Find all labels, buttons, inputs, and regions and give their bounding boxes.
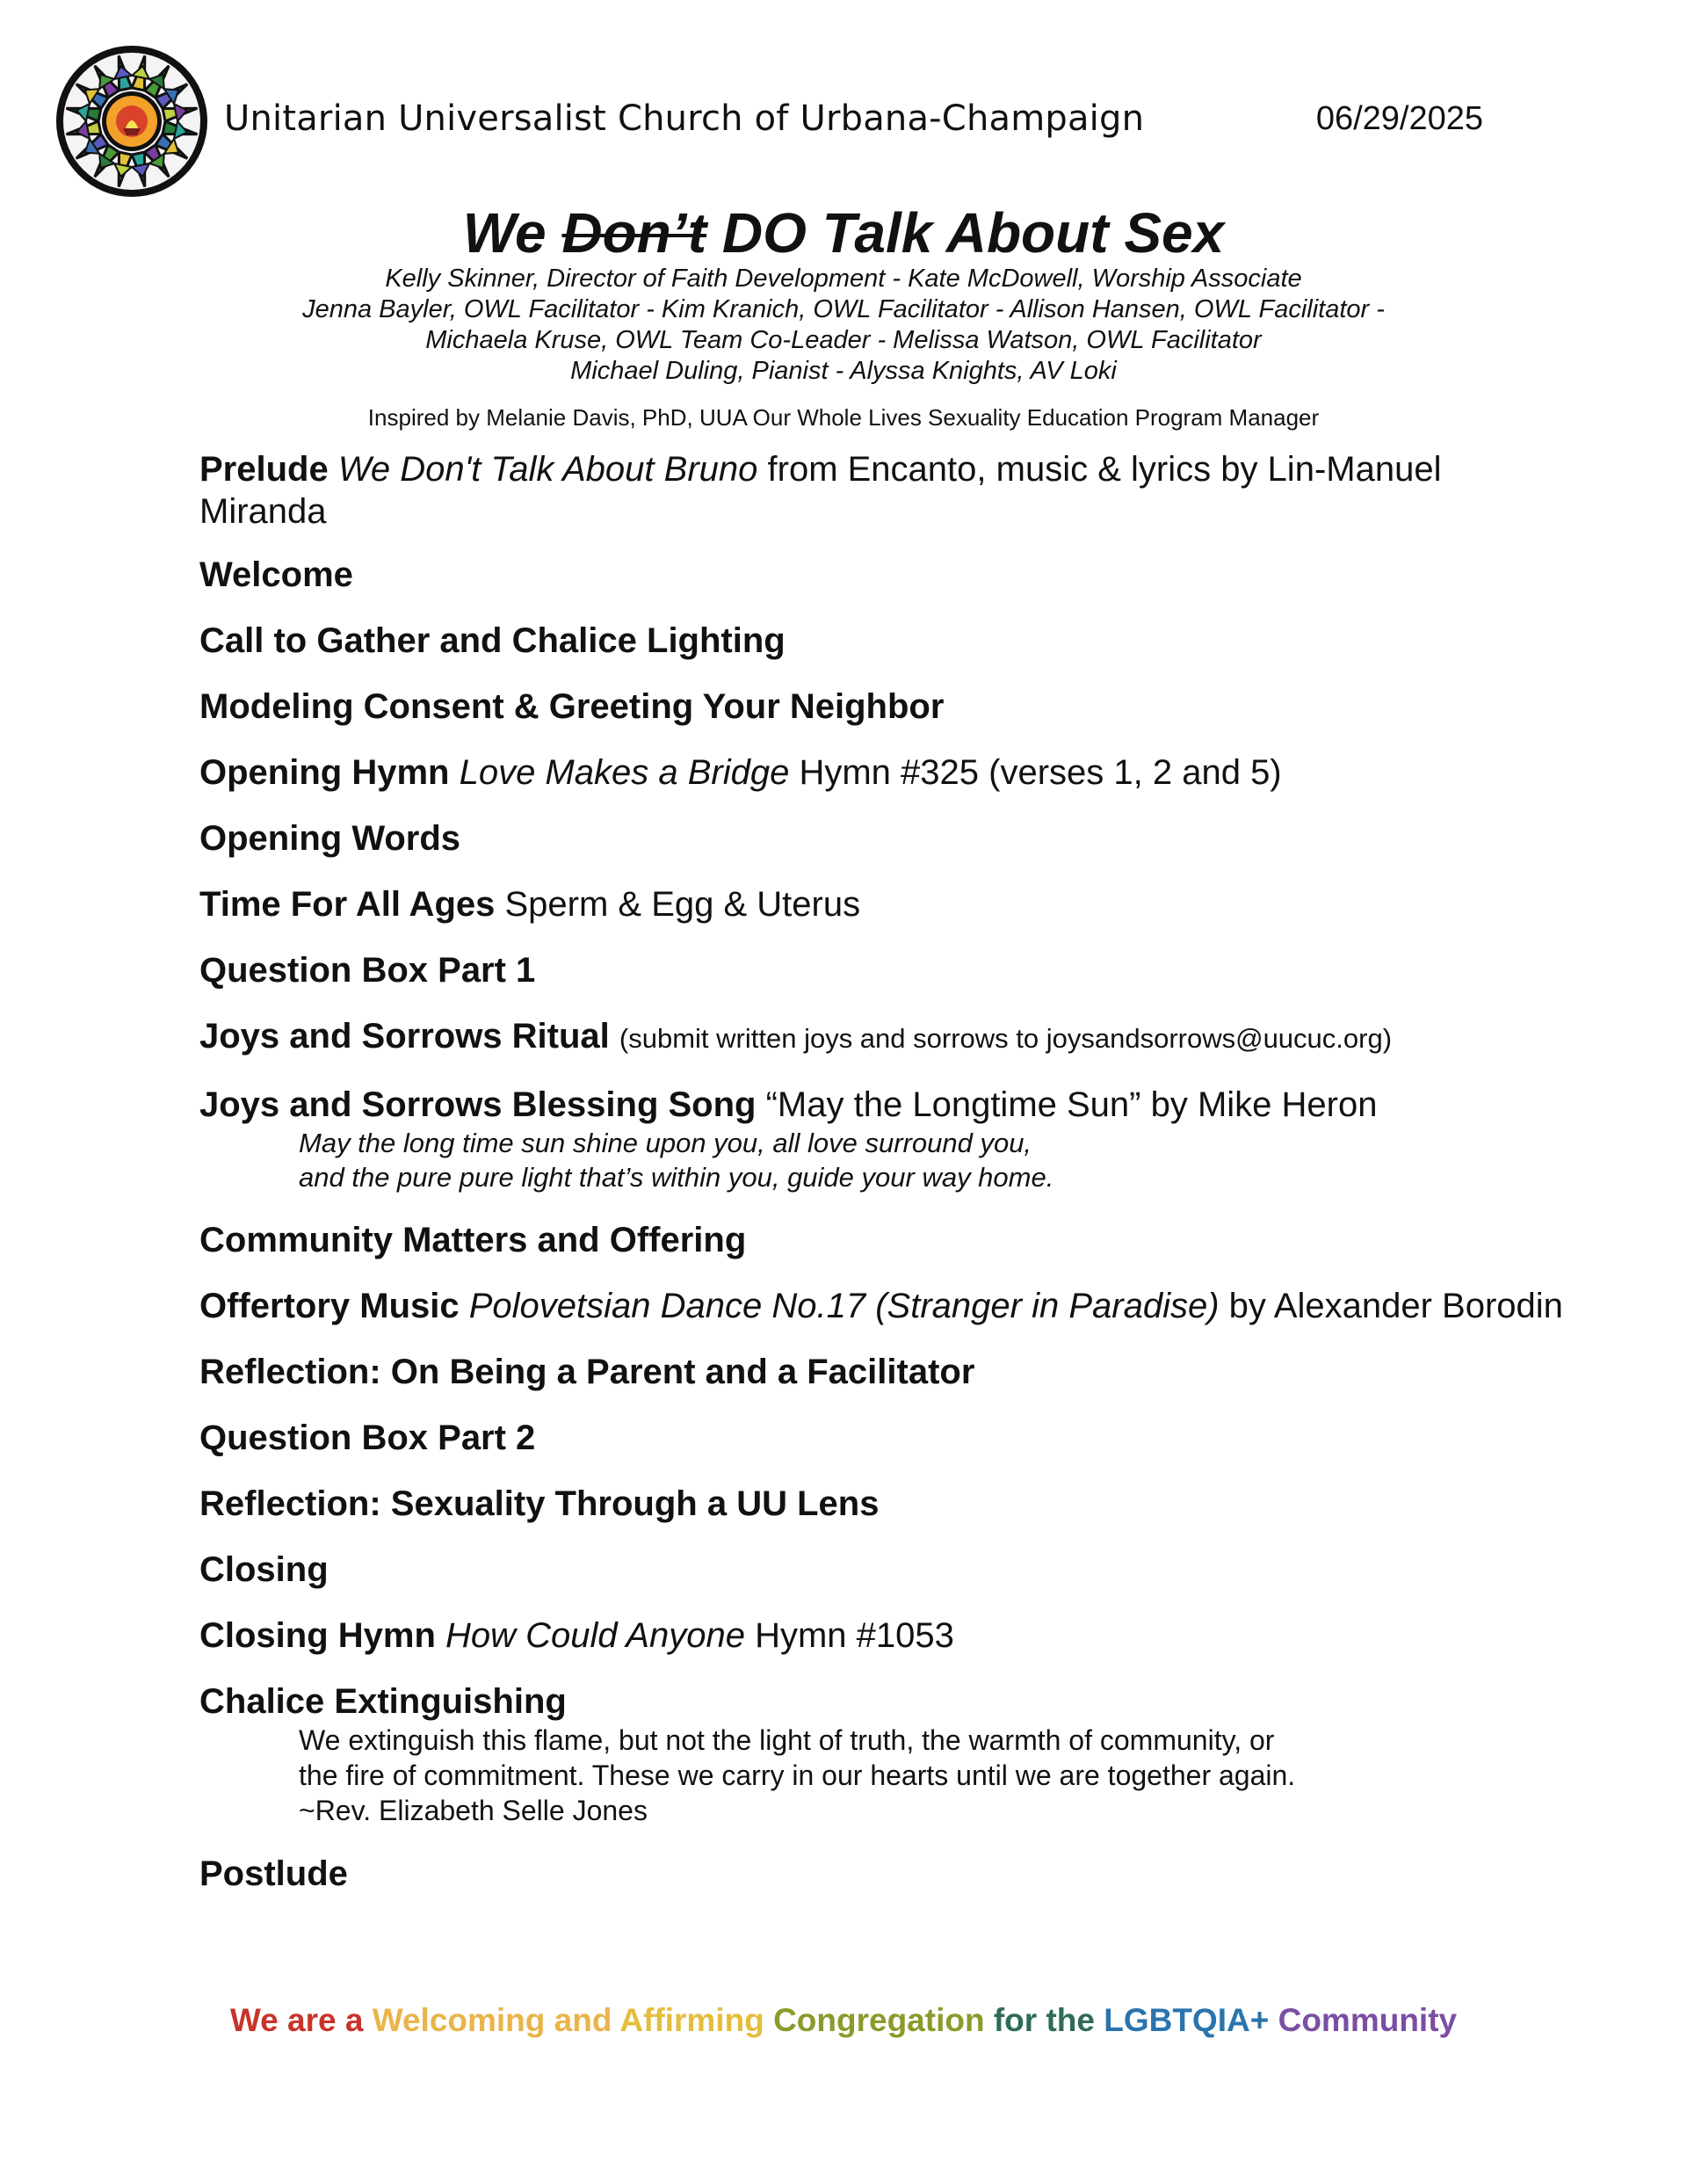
credits [0,264,1687,387]
item-question-box-1 [199,949,1570,991]
inspiration-note: Inspired by Melanie Davis, PhD, UUA Our Whole Lives Sexuality Education Program Manager [367,404,1320,431]
footer-word: We are a [229,2002,364,2038]
item-label: Call to Gather and Chalice Lighting [199,621,786,660]
footer-word: Welcoming and [372,2002,612,2038]
item-work: We Don't Talk About Bruno [337,450,758,489]
title-part-2: DO Talk About Sex [721,201,1225,265]
item-label: Closing [199,1550,329,1589]
item-detail: by Alexander Borodin [1228,1287,1563,1325]
item-label: Modeling Consent & Greeting Your Neighbor [199,687,945,726]
item-label: Reflection: On Being a Parent and a Facilitator [199,1353,975,1391]
credit-line: Kelly Skinner, Director of Faith Development - Kate McDowell, Worship Associate [385,265,1302,293]
footer-word: Affirming [619,2002,764,2038]
item-reflection-1 [199,1351,1570,1393]
item-detail: Hymn #1053 [755,1616,954,1655]
footer-word: LGBTQIA+ [1104,2002,1270,2038]
item-call-to-gather [199,620,1570,662]
item-reflection-2 [199,1483,1570,1525]
credit-line: Jenna Bayler, OWL Facilitator - Kim Kranich, OWL Facilitator - Allison Hansen, OWL Facilitator - [302,295,1385,323]
footer-word: for the [993,2002,1095,2038]
title-struck-word: Don’t [561,201,707,265]
item-question-box-2 [199,1417,1570,1459]
item-work: Polovetsian Dance No.17 (Stranger in Paradise) [468,1287,1220,1325]
item-work: Love Makes a Bridge [459,753,790,792]
item-consent [199,686,1570,728]
item-label: Joys and Sorrows Blessing Song [199,1085,757,1124]
item-time-for-all-ages [199,883,1570,925]
item-opening-hymn [199,751,1570,794]
item-closing-hymn [199,1614,1570,1657]
footer-word: Community [1278,2002,1458,2038]
chalice-window-icon [54,44,209,199]
extinguishing-line: We extinguish this flame, but not the light of truth, the warmth of community, or [299,1724,1275,1756]
item-blessing-song [199,1084,1570,1126]
credit-line: Michael Duling, Pianist - Alyssa Knights, AV Loki [570,357,1117,385]
item-detail: Hymn #325 (verses 1, 2 and 5) [799,753,1282,792]
item-opening-words [199,817,1570,860]
blessing-lyric: May the long time sun shine upon you, all love surround you, [299,1128,1032,1158]
item-label: Offertory Music [199,1287,460,1325]
item-label: Chalice Extinguishing [199,1682,567,1721]
item-label: Opening Hymn [199,753,450,792]
item-label: Postlude [199,1854,348,1893]
item-label: Question Box Part 2 [199,1419,536,1457]
item-label: Prelude [199,450,329,489]
item-offertory [199,1285,1570,1327]
title-part-1: We [462,201,547,265]
item-label: Opening Words [199,819,461,858]
item-label: Closing Hymn [199,1616,436,1655]
item-detail: (submit written joys and sorrows to joysandsorrows@uucuc.org) [619,1023,1393,1054]
item-detail: Sperm & Egg & Uterus [504,885,861,924]
item-chalice-extinguishing [199,1680,1570,1723]
service-order [199,448,1570,1895]
item-label: Community Matters and Offering [199,1221,747,1259]
blessing-lyric: and the pure pure light that’s within you, guide your way home. [299,1162,1054,1193]
extinguishing-attribution: ~Rev. Elizabeth Selle Jones [299,1795,648,1826]
item-detail: from Encanto, music & lyrics by Lin-Manuel Miranda [199,450,1442,531]
item-label: Time For All Ages [199,885,496,924]
service-date: 06/29/2025 [1315,100,1483,137]
item-closing [199,1549,1570,1591]
footer-word: Congregation [773,2002,985,2038]
credit-line: Michaela Kruse, OWL Team Co-Leader - Melissa Watson, OWL Facilitator [425,326,1262,354]
item-work: How Could Anyone [445,1616,745,1655]
item-community-matters [199,1219,1570,1261]
item-label: Welcome [199,555,353,594]
item-prelude [199,448,1570,533]
item-joys-sorrows [199,1015,1570,1060]
item-detail: “May the Longtime Sun” by Mike Heron [765,1085,1378,1124]
item-welcome [199,554,1570,596]
item-label: Question Box Part 1 [199,951,536,990]
item-postlude [199,1853,1570,1895]
extinguishing-line: the fire of commitment. These we carry in our hearts until we are together again. [299,1760,1296,1791]
service-title [0,200,1687,265]
church-name: Unitarian Universalist Church of Urbana-Champaign [224,98,1145,139]
item-label: Joys and Sorrows Ritual [199,1017,610,1056]
welcoming-congregation-banner [0,2002,1687,2039]
item-label: Reflection: Sexuality Through a UU Lens [199,1484,880,1523]
